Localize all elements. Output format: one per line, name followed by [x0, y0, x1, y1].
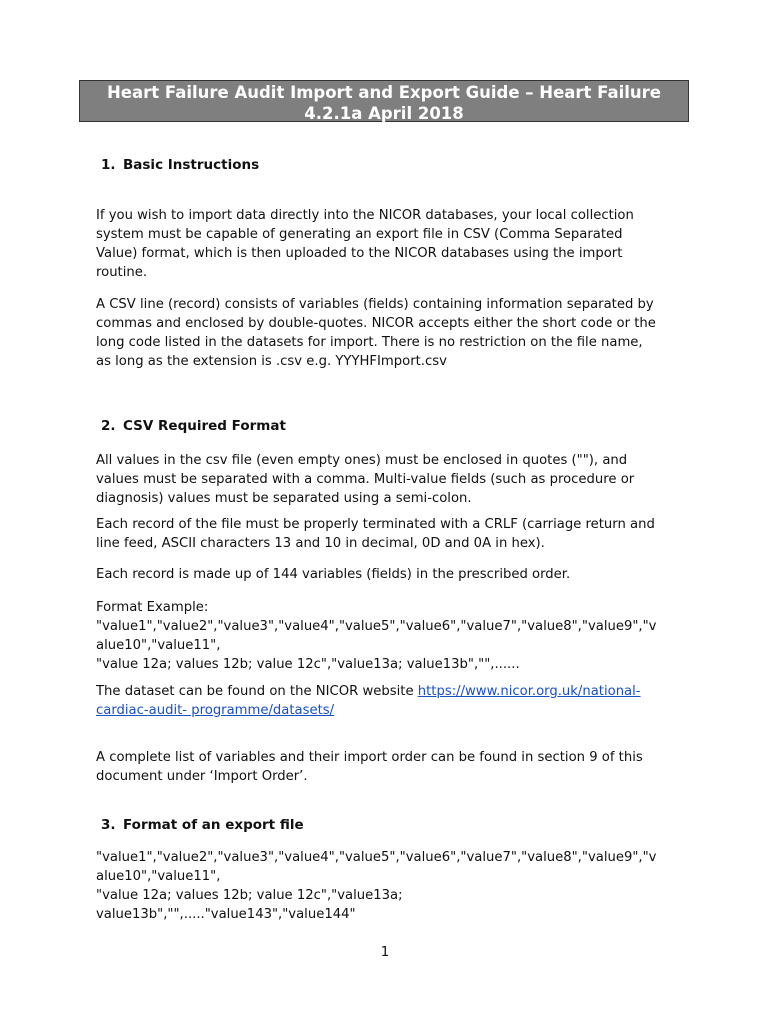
section-3-number: 3. — [101, 817, 116, 833]
document-title-box — [79, 80, 689, 122]
section-1-heading — [101, 156, 701, 175]
text-line: as long as the extension is .csv e.g. YYYHFImport.csv — [96, 354, 447, 369]
section-2-title: CSV Required Format — [123, 418, 286, 434]
section-1-title: Basic Instructions — [123, 157, 260, 173]
section-2-paragraph-2 — [96, 515, 696, 553]
format-example — [96, 598, 696, 674]
format-example-line: alue10","value11", — [96, 638, 221, 653]
section-1-paragraph-1 — [96, 206, 696, 282]
section-2-paragraph-3 — [96, 565, 696, 584]
text-line — [96, 682, 696, 701]
text-line: Each record is made up of 144 variables (fields) in the prescribed order. — [96, 567, 571, 582]
section-2-heading — [101, 417, 701, 436]
import-order-paragraph — [96, 748, 696, 786]
section-3-heading — [101, 816, 701, 835]
text-line: All values in the csv file (even empty ones) must be enclosed in quotes (""), and — [96, 453, 628, 468]
text-line: document under ‘Import Order’. — [96, 769, 308, 784]
format-example-line: "value1","value2","value3","value4","value5","value6","value7","value8","value9","v — [96, 619, 657, 634]
export-format-line: "value1","value2","value3","value4","value5","value6","value7","value8","value9","v — [96, 850, 657, 865]
document-title-line-2: 4.2.1a April 2018 — [304, 104, 464, 123]
text-line: system must be capable of generating an export file in CSV (Comma Separated — [96, 227, 623, 242]
export-format-line: alue10","value11", — [96, 869, 221, 884]
text-line: long code listed in the datasets for import. There is no restriction on the file name, — [96, 335, 643, 350]
text-line: diagnosis) values must be separated using a semi-colon. — [96, 491, 472, 506]
dataset-link[interactable]: https://www.nicor.org.uk/national- — [417, 684, 641, 699]
text-line: Value) format, which is then uploaded to the NICOR databases using the import — [96, 246, 623, 261]
document-title-line-1: Heart Failure Audit Import and Export Guide – Heart Failure — [106, 83, 661, 102]
text-line: values must be separated with a comma. Multi-value fields (such as procedure or — [96, 472, 635, 487]
dataset-text: The dataset can be found on the NICOR website — [96, 684, 418, 699]
section-1-number: 1. — [101, 157, 116, 173]
text-line: routine. — [96, 265, 148, 280]
page-number: 1 — [380, 944, 390, 960]
export-format-line: "value 12a; values 12b; value 12c","value13a; — [96, 888, 403, 903]
export-format-line: value13b","",....."value143","value144" — [96, 907, 356, 922]
format-example-label: Format Example: — [96, 600, 209, 615]
text-line: Each record of the file must be properly terminated with a CRLF (carriage return and — [96, 517, 655, 532]
text-line — [96, 701, 696, 720]
text-line: commas and enclosed by double-quotes. NICOR accepts either the short code or the — [96, 316, 656, 331]
format-example-line: "value 12a; values 12b; value 12c","value13a; value13b","",...... — [96, 657, 520, 672]
section-2-number: 2. — [101, 418, 116, 434]
section-3-title: Format of an export file — [123, 817, 304, 833]
text-line: A CSV line (record) consists of variables (fields) containing information separated by — [96, 297, 654, 312]
dataset-link-continued[interactable]: cardiac-audit- programme/datasets/ — [96, 703, 335, 718]
text-line: If you wish to import data directly into the NICOR databases, your local collection — [96, 208, 634, 223]
section-1-paragraph-2 — [96, 295, 696, 371]
section-2-paragraph-1 — [96, 451, 696, 508]
text-line: line feed, ASCII characters 13 and 10 in decimal, 0D and 0A in hex). — [96, 536, 545, 551]
text-line: A complete list of variables and their import order can be found in section 9 of this — [96, 750, 643, 765]
dataset-paragraph — [96, 682, 696, 720]
export-format-example — [96, 848, 696, 924]
